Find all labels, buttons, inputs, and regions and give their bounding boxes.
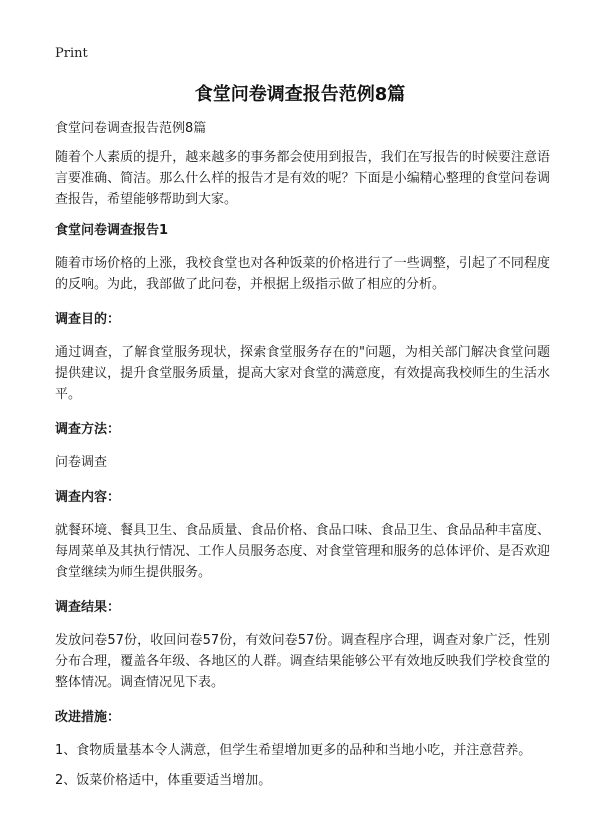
improvements-heading: 改进措施：	[55, 710, 121, 725]
improvement-item-1: 1、食物质量基本令人满意，但学生希望增加更多的品种和当地小吃，并注意营养。	[55, 743, 532, 758]
print-label: Print	[55, 46, 88, 61]
method-paragraph: 问卷调查	[55, 455, 108, 470]
report1-paragraph: 随着市场价格的上涨，我校食堂也对各种饭菜的价格进行了一些调整，引起了不同程度的反响。为此，我部做了此问卷，并根据上级指示做了相应的分析。	[55, 256, 550, 292]
improvement-item-2: 2、饭菜价格适中，体重要适当增加。	[55, 773, 272, 788]
purpose-paragraph: 通过调查，了解食堂服务现状，探索食堂服务存在的"问题，为相关部门解决食堂问题提供建议，提升食堂服务质量，提高大家对食堂的满意度，有效提高我校师生的生活水平。	[55, 345, 550, 402]
document-title: 食堂问卷调查报告范例8篇	[194, 84, 406, 105]
report1-heading: 食堂问卷调查报告1	[55, 223, 169, 238]
document-subtitle: 食堂问卷调查报告范例8篇	[55, 121, 207, 136]
results-heading: 调查结果：	[55, 600, 121, 615]
contents-heading: 调查内容：	[55, 490, 121, 505]
method-heading: 调查方法：	[55, 422, 121, 437]
purpose-heading: 调查目的：	[55, 312, 121, 327]
contents-paragraph: 就餐环境、餐具卫生、食品质量、食品价格、食品口味、食品卫生、食品品种丰富度、每周菜单及其执行情况、工作人员服务态度、对食堂管理和服务的总体评价、是否欢迎食堂继续为师生提供服务。	[55, 523, 550, 580]
intro-paragraph: 随着个人素质的提升，越来越多的事务都会使用到报告，我们在写报告的时候要注意语言要准确、简洁。那么什么样的报告才是有效的呢？下面是小编精心整理的食堂问卷调查报告，希望能够帮助到大家。	[55, 150, 550, 207]
results-paragraph: 发放问卷57份，收回问卷57份，有效问卷57份。调查程序合理，调查对象广泛，性别分布合理，覆盖各年级、各地区的人群。调查结果能够公平有效地反映我们学校食堂的整体情况。调查情况见下表。	[55, 633, 550, 690]
document-body	[55, 118, 550, 800]
